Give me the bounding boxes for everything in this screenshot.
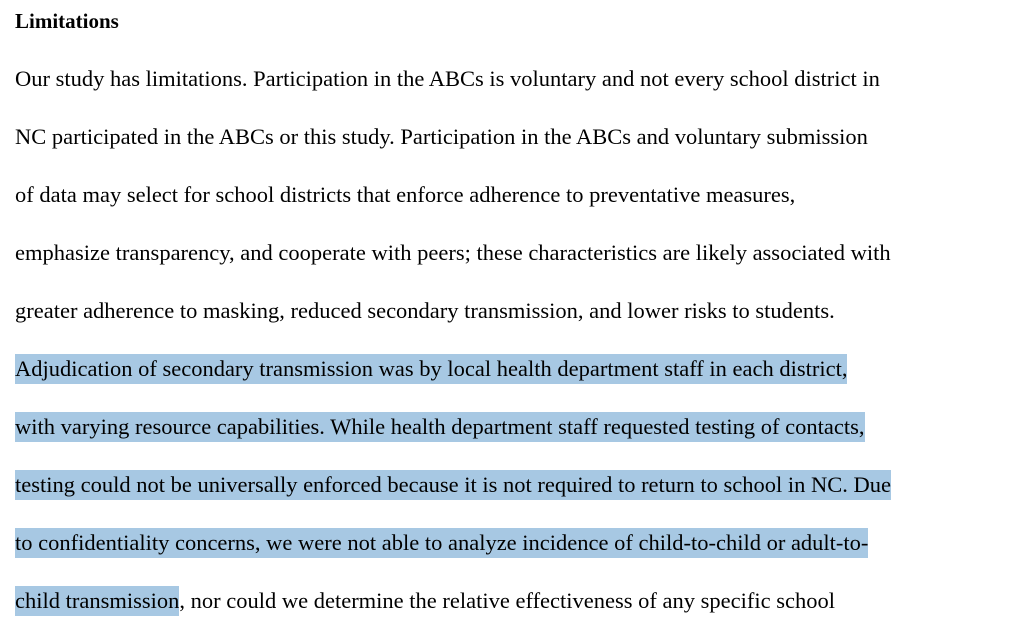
- highlighted-text[interactable]: Adjudication of secondary transmission was by local health department staff in each district,: [15, 354, 847, 384]
- line-text: of data may select for school districts that enforce adherence to preventative measures,: [15, 182, 796, 207]
- text-line: [15, 587, 835, 615]
- text-line: [15, 355, 847, 383]
- highlighted-text[interactable]: child transmission: [15, 586, 179, 616]
- text-line: [15, 529, 868, 557]
- text-line: [15, 471, 891, 499]
- highlighted-text[interactable]: testing could not be universally enforced because it is not required to return to school in NC. Due: [15, 470, 891, 500]
- text-line: [15, 181, 795, 209]
- text-line: [15, 297, 835, 325]
- line-text: greater adherence to masking, reduced secondary transmission, and lower risks to students.: [15, 298, 835, 323]
- text-line: [15, 413, 865, 441]
- text-line: [15, 123, 868, 151]
- text-line: [15, 65, 880, 93]
- text-line: [15, 239, 891, 267]
- line-text: Our study has limitations. Participation in the ABCs is voluntary and not every school district in: [15, 66, 880, 91]
- highlighted-text[interactable]: with varying resource capabilities. While health department staff requested testing of contacts,: [15, 412, 865, 442]
- line-text: NC participated in the ABCs or this study. Participation in the ABCs and voluntary submission: [15, 124, 868, 149]
- line-text: emphasize transparency, and cooperate with peers; these characteristics are likely associated with: [15, 240, 891, 265]
- line-text: , nor could we determine the relative effectiveness of any specific school: [179, 588, 835, 613]
- limitations-heading: Limitations: [15, 9, 119, 33]
- highlighted-text[interactable]: to confidentiality concerns, we were not able to analyze incidence of child-to-child or adult-to-: [15, 528, 868, 558]
